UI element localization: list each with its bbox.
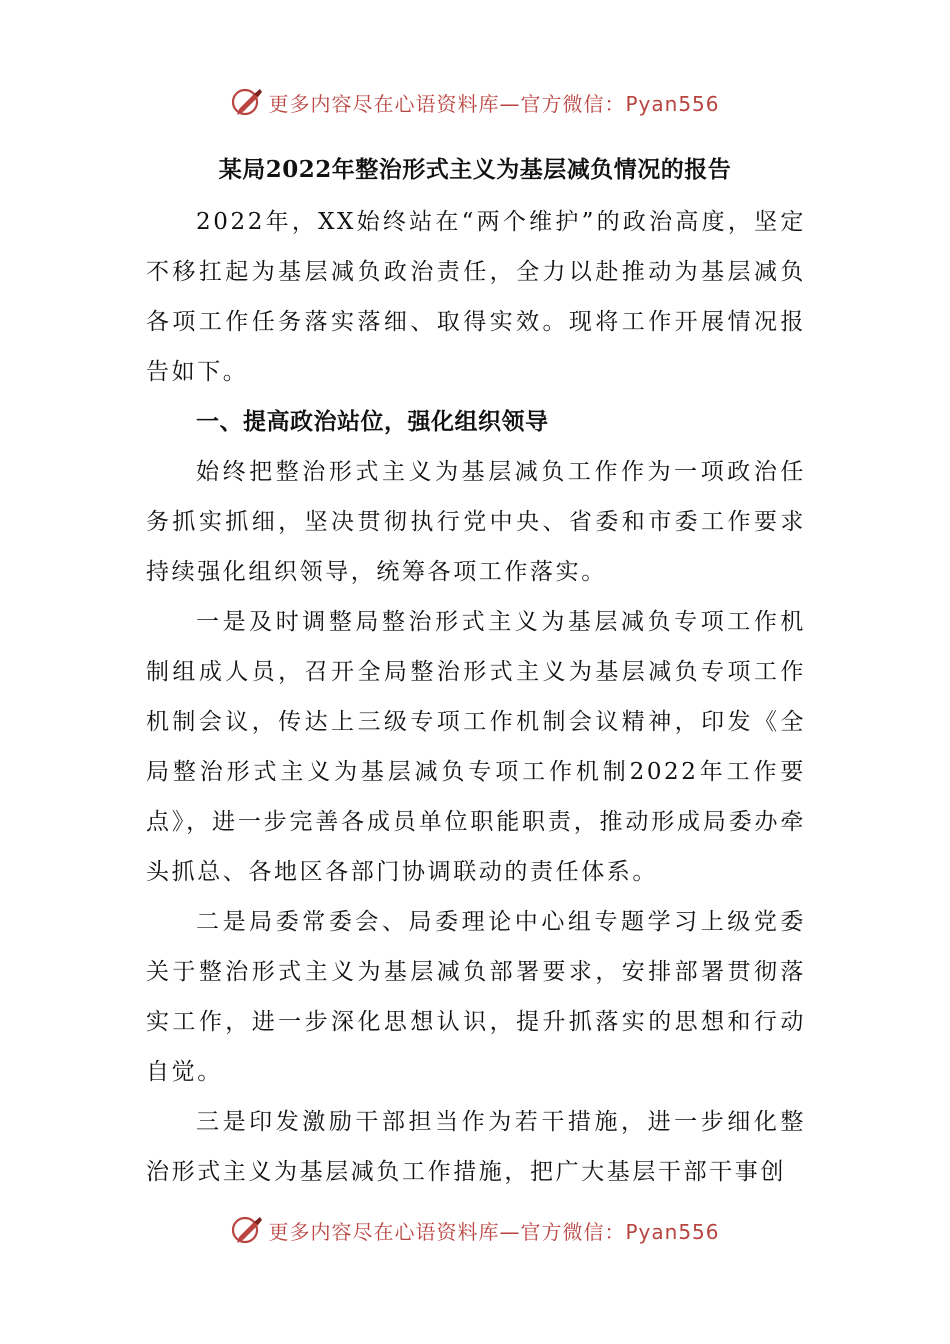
header-banner: [0, 82, 950, 122]
document-body: [146, 197, 806, 1197]
pen-logo-icon: [230, 85, 264, 119]
footer-banner: [0, 1210, 950, 1250]
banner-wechat-id: Pyan556: [625, 91, 720, 116]
point-one-paragraph: 一是及时调整局整治形式主义为基层减负专项工作机制组成人员，召开全局整治形式主义为基层减负专项工作机制会议，传达上三级专项工作机制会议精神，印发《全局整治形式主义为基层减负专项工作机制2022年工作要点》，进一步完善各成员单位职能职责，推动形成局委办牵头抓总、各地区各部门协调联动的责任体系。: [146, 609, 806, 885]
document-title: 某局2022年整治形式主义为基层减负情况的报告: [218, 156, 732, 183]
banner-text: [268, 1216, 719, 1245]
section-heading: 一、提高政治站位，强化组织领导: [196, 408, 549, 435]
banner-text: [268, 88, 719, 117]
banner-wechat-id: Pyan556: [625, 1219, 720, 1244]
point-two-paragraph: 二是局委常委会、局委理论中心组专题学习上级党委关于整治形式主义为基层减负部署要求，安排部署贯彻落实工作，进一步深化思想认识，提升抓落实的思想和行动自觉。: [146, 909, 806, 1085]
intro-paragraph: 2022年，XX始终站在“两个维护”的政治高度，坚定不移扛起为基层减负政治责任，全力以赴推动为基层减负各项工作任务落实落细、取得实效。现将工作开展情况报告如下。: [146, 209, 806, 385]
section-summary-paragraph: 始终把整治形式主义为基层减负工作作为一项政治任务抓实抓细，坚决贯彻执行党中央、省委和市委工作要求持续强化组织领导，统筹各项工作落实。: [146, 459, 806, 585]
banner-slogan: 更多内容尽在心语资料库—官方微信：: [268, 91, 626, 116]
point-three-paragraph: 三是印发激励干部担当作为若干措施，进一步细化整治形式主义为基层减负工作措施，把广大基层干部干事创: [146, 1109, 806, 1185]
banner-slogan: 更多内容尽在心语资料库—官方微信：: [268, 1219, 626, 1244]
pen-logo-icon: [230, 1213, 264, 1247]
